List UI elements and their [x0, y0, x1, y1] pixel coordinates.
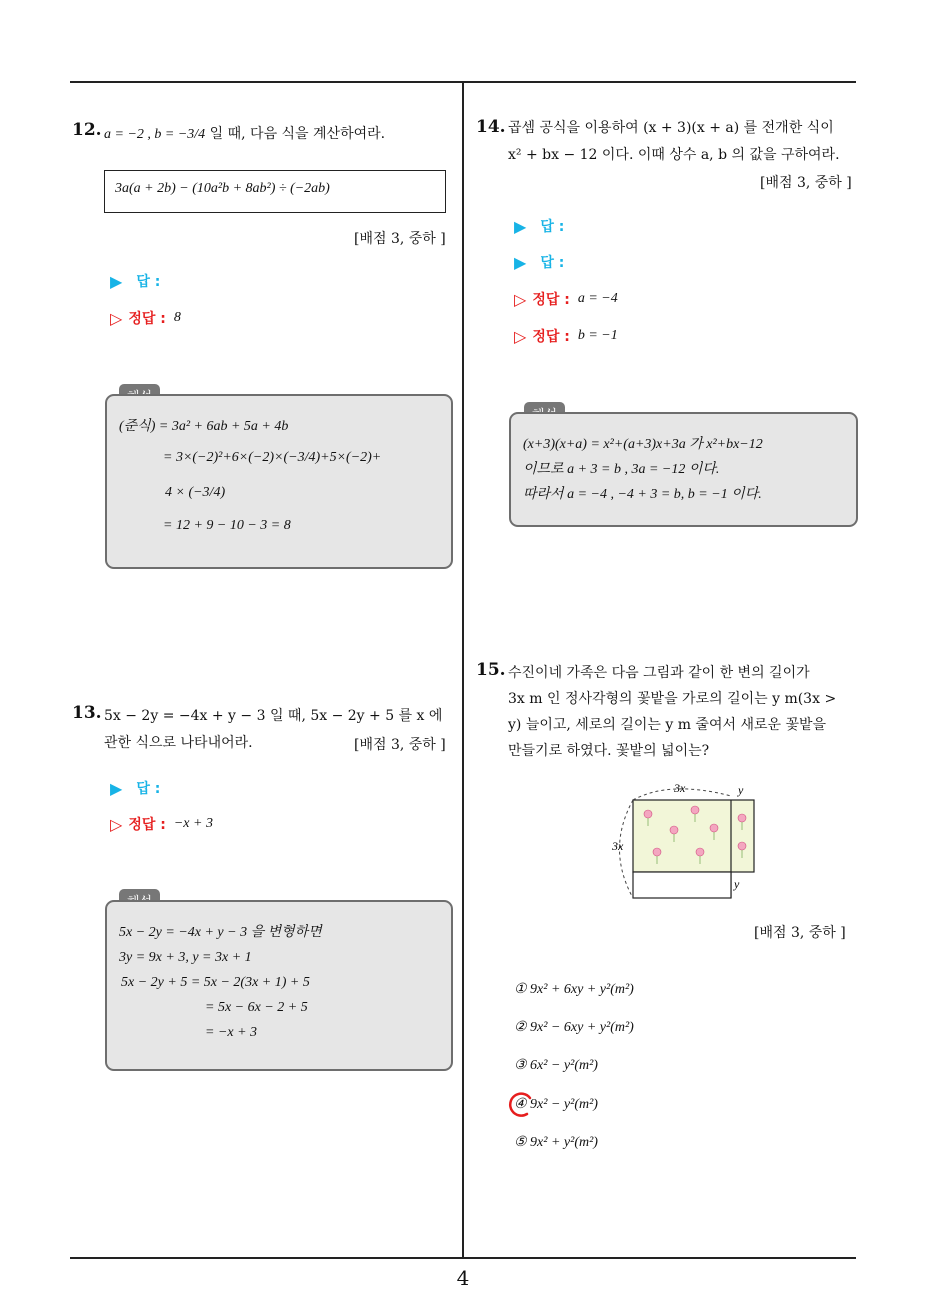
q14-number: 14.: [476, 117, 506, 137]
q14-correct-row-1: [514, 289, 618, 309]
q15-choice-1[interactable]: ① 9x² + 6xy + y²(m²): [514, 982, 634, 997]
q15-choice-3[interactable]: ③ 6x² − y²(m²): [514, 1058, 598, 1073]
play-icon: ▶: [514, 252, 527, 272]
q13-expl-line-4: = 5x − 6x − 2 + 5: [205, 1000, 308, 1015]
q14-explanation-box: [509, 412, 858, 527]
q15-question-line-2: 3x m 인 정사각형의 꽃밭을 가로의 길이는 y m(3x >: [508, 691, 837, 707]
q14-answer-label-1: 답 :: [540, 219, 565, 235]
q14-answer-label-2: 답 :: [540, 255, 565, 271]
selected-answer-circle-icon: [505, 1090, 535, 1120]
q14-correct-row-2: [514, 326, 618, 346]
triangle-outline-icon: ▷: [514, 326, 527, 346]
q12-answer-label: 답 :: [136, 274, 161, 290]
q15-choice-5[interactable]: ⑤ 9x² + y²(m²): [514, 1135, 598, 1150]
q12-correct-label: 정답 :: [128, 311, 166, 327]
q12-expl-line-3: 4 × (−3/4): [165, 485, 226, 500]
q15-score: [배점 3, 중하 ]: [754, 925, 846, 941]
q14-correct-value-2: b = −1: [577, 328, 618, 343]
q15-garden-figure: [600, 776, 770, 904]
q15-choice-2[interactable]: ② 9x² − 6xy + y²(m²): [514, 1020, 634, 1035]
q15-question-line-4: 만들기로 하였다. 꽃밭의 넓이는?: [508, 743, 710, 759]
q14-expl-line-1: (x+3)(x+a) = x²+(a+3)x+3a 가 x²+bx−12: [523, 437, 763, 452]
q12-correct-value: 8: [173, 310, 181, 325]
q13-expl-line-1: 5x − 2y = −4x + y − 3 을 변형하면: [119, 925, 322, 940]
q12-condition: a = −2 , b = −3/4: [104, 127, 206, 142]
q12-answer-row: [110, 271, 168, 291]
q12-score: [배점 3, 중하 ]: [354, 231, 446, 247]
q14-answer-row-1: [514, 216, 572, 236]
q14-correct-value-1: a = −4: [577, 291, 618, 306]
q12-number: 12.: [72, 120, 102, 140]
page-number: 4: [456, 1266, 470, 1290]
q13-expl-line-5: = −x + 3: [205, 1025, 258, 1040]
q12-question: [104, 121, 454, 148]
q12-question-text: 일 때, 다음 식을 계산하여라.: [209, 126, 386, 142]
q13-explanation-box: [105, 900, 453, 1071]
q13-correct-label: 정답 :: [128, 817, 166, 833]
q14-correct-label-2: 정답 :: [532, 329, 570, 345]
q12-expl-line-2: = 3×(−2)²+6×(−2)×(−3/4)+5×(−2)+: [163, 450, 382, 465]
q14-question-line-2: x² + bx − 12 이다. 이때 상수 a, b 의 값을 구하여라.: [508, 147, 840, 163]
bottom-rule: [70, 1257, 856, 1259]
triangle-outline-icon: ▷: [514, 289, 527, 309]
q14-correct-label-1: 정답 :: [532, 292, 570, 308]
q12-expression: 3a(a + 2b) − (10a²b + 8ab²) ÷ (−2ab): [115, 181, 330, 196]
q13-expl-line-2: 3y = 9x + 3, y = 3x + 1: [119, 950, 252, 965]
q14-answer-row-2: [514, 252, 572, 272]
q14-question-line-1: 곱셈 공식을 이용하여 (x + 3)(x + a) 를 전개한 식이: [508, 120, 834, 136]
play-icon: ▶: [110, 271, 123, 291]
q15-question-line-3: y) 늘이고, 세로의 길이는 y m 줄여서 새로운 꽃밭을: [508, 717, 827, 733]
q14-expl-line-3: 따라서 a = −4 , −4 + 3 = b, b = −1 이다.: [523, 487, 762, 502]
q12-expl-line-1: (준식) = 3a² + 6ab + 5a + 4b: [119, 419, 289, 434]
label-left-3x: 3x: [612, 839, 624, 853]
garden-extension-fill: [731, 800, 754, 872]
triangle-outline-icon: ▷: [110, 814, 123, 834]
q15-question-line-1: 수진이네 가족은 다음 그림과 같이 한 변의 길이가: [508, 665, 810, 681]
q14-score: [배점 3, 중하 ]: [760, 175, 852, 191]
q13-answer-row: [110, 778, 168, 798]
q15-number: 15.: [476, 660, 506, 680]
q13-score: [배점 3, 중하 ]: [354, 737, 446, 753]
label-top-3x: 3x: [674, 781, 686, 795]
q12-correct-row: [110, 308, 181, 328]
triangle-outline-icon: ▷: [110, 308, 123, 328]
q13-question-line-1: 5x − 2y = −4x + y − 3 일 때, 5x − 2y + 5 를 x 에: [104, 708, 443, 724]
column-divider: [462, 82, 464, 1258]
q12-expl-line-4: = 12 + 9 − 10 − 3 = 8: [163, 518, 291, 533]
q15-question: [508, 660, 860, 764]
q13-expl-line-3: 5x − 2y + 5 = 5x − 2(3x + 1) + 5: [121, 975, 310, 990]
label-top-y: y: [738, 783, 744, 797]
q12-expression-box: [104, 170, 446, 213]
play-icon: ▶: [110, 778, 123, 798]
q15-choice-4[interactable]: ④ 9x² − y²(m²): [514, 1097, 598, 1112]
removed-strip: [633, 872, 731, 898]
q12-explanation-box: [105, 394, 453, 569]
q13-answer-label: 답 :: [136, 781, 161, 797]
q13-number: 13.: [72, 703, 102, 723]
play-icon: ▶: [514, 216, 527, 236]
q14-expl-line-2: 이므로 a + 3 = b , 3a = −12 이다.: [523, 462, 720, 477]
q13-correct-value: −x + 3: [173, 816, 213, 831]
q13-correct-row: [110, 814, 213, 834]
q13-question-line-2: 관한 식으로 나타내어라.: [104, 735, 253, 751]
label-bottom-y: y: [734, 877, 740, 891]
